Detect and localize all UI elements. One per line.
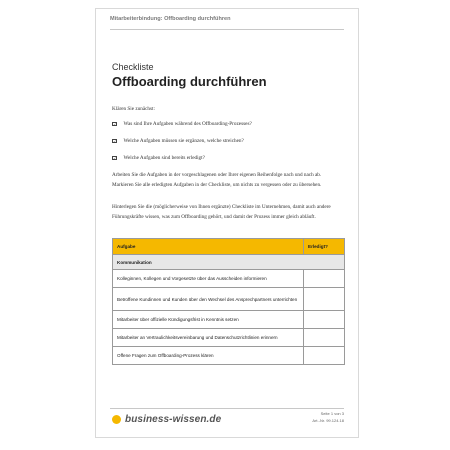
column-header-done: Erledigt? bbox=[304, 239, 345, 255]
done-checkbox-cell[interactable] bbox=[304, 270, 345, 288]
table-row bbox=[113, 288, 345, 311]
task-cell: Kolleginnen, Kollegen und Vorgesetzte über das Ausscheiden informieren bbox=[113, 270, 304, 288]
page-number: Seite 1 von 3 bbox=[320, 411, 344, 416]
checkbox-checked-icon: ✓ bbox=[113, 138, 117, 144]
task-cell: Mitarbeiter an Vertraulichkeitsvereinbarung und Datenschutzrichtlinien erinnern bbox=[113, 329, 304, 347]
brand-logo[interactable] bbox=[112, 414, 221, 425]
checklist-table bbox=[112, 238, 345, 365]
table-row bbox=[113, 347, 345, 365]
table-section-row bbox=[113, 255, 345, 270]
table-row bbox=[113, 311, 345, 329]
task-cell: Offene Fragen zum Offboarding-Prozess klären bbox=[113, 347, 304, 365]
table-row bbox=[113, 270, 345, 288]
page-info bbox=[312, 410, 344, 424]
header-divider bbox=[110, 29, 344, 30]
checklist-item bbox=[112, 121, 252, 127]
done-checkbox-cell[interactable] bbox=[304, 329, 345, 347]
section-label: Kommunikation bbox=[113, 255, 345, 270]
checklist-item-label: Welche Aufgaben sind bereits erledigt? bbox=[123, 155, 205, 161]
checklist-item-label: Was sind Ihre Aufgaben während des Offboarding-Prozesses? bbox=[123, 121, 252, 127]
task-cell: Mitarbeiter über offizielle Kündigungsfrist in Kenntnis setzen bbox=[113, 311, 304, 329]
instruction-paragraph: Arbeiten Sie die Aufgaben in der vorgeschlagenen oder Ihrer eigenen Reihenfolge nach und nach ab. Markieren Sie alle erledigten Aufgaben in der Checkliste, um nichts zu vergessen oder zu übersehen. bbox=[112, 172, 322, 189]
logo-dot-icon bbox=[112, 415, 121, 424]
running-header: Mitarbeiterbindung: Offboarding durchführen bbox=[110, 16, 231, 22]
document-subtitle: Checkliste bbox=[112, 62, 154, 72]
task-cell: Betroffene Kundinnen und Kunden über den Wechsel des Ansprechpartners unterrichten bbox=[113, 288, 304, 311]
intro-text: Klären Sie zunächst: bbox=[112, 106, 155, 112]
done-checkbox-cell[interactable] bbox=[304, 311, 345, 329]
column-header-task: Aufgabe bbox=[113, 239, 304, 255]
instruction-paragraph: Hinterlegen Sie die (möglicherweise von Ihnen ergänzte) Checkliste im Unternehmen, damit auch andere Führungskräfte wissen, was zum Offboarding gehört, und damit der Prozess immer gleich abläuft. bbox=[112, 204, 331, 221]
footer-divider bbox=[110, 408, 344, 409]
logo-text: business-wissen.de bbox=[125, 414, 222, 425]
article-number: Art.-Nr. 99.124.18 bbox=[312, 418, 344, 423]
done-checkbox-cell[interactable] bbox=[304, 347, 345, 365]
checklist-item bbox=[112, 138, 244, 144]
table-header-row bbox=[113, 239, 345, 255]
table-row bbox=[113, 329, 345, 347]
document-page bbox=[95, 8, 359, 438]
done-checkbox-cell[interactable] bbox=[304, 288, 345, 311]
checkbox-checked-icon: ✓ bbox=[113, 121, 117, 127]
checklist-item bbox=[112, 155, 205, 161]
checklist-item-label: Welche Aufgaben müssen sie ergänzen, welche streichen? bbox=[123, 138, 244, 144]
document-title: Offboarding durchführen bbox=[112, 74, 267, 89]
checkbox-checked-icon: ✓ bbox=[113, 155, 117, 161]
